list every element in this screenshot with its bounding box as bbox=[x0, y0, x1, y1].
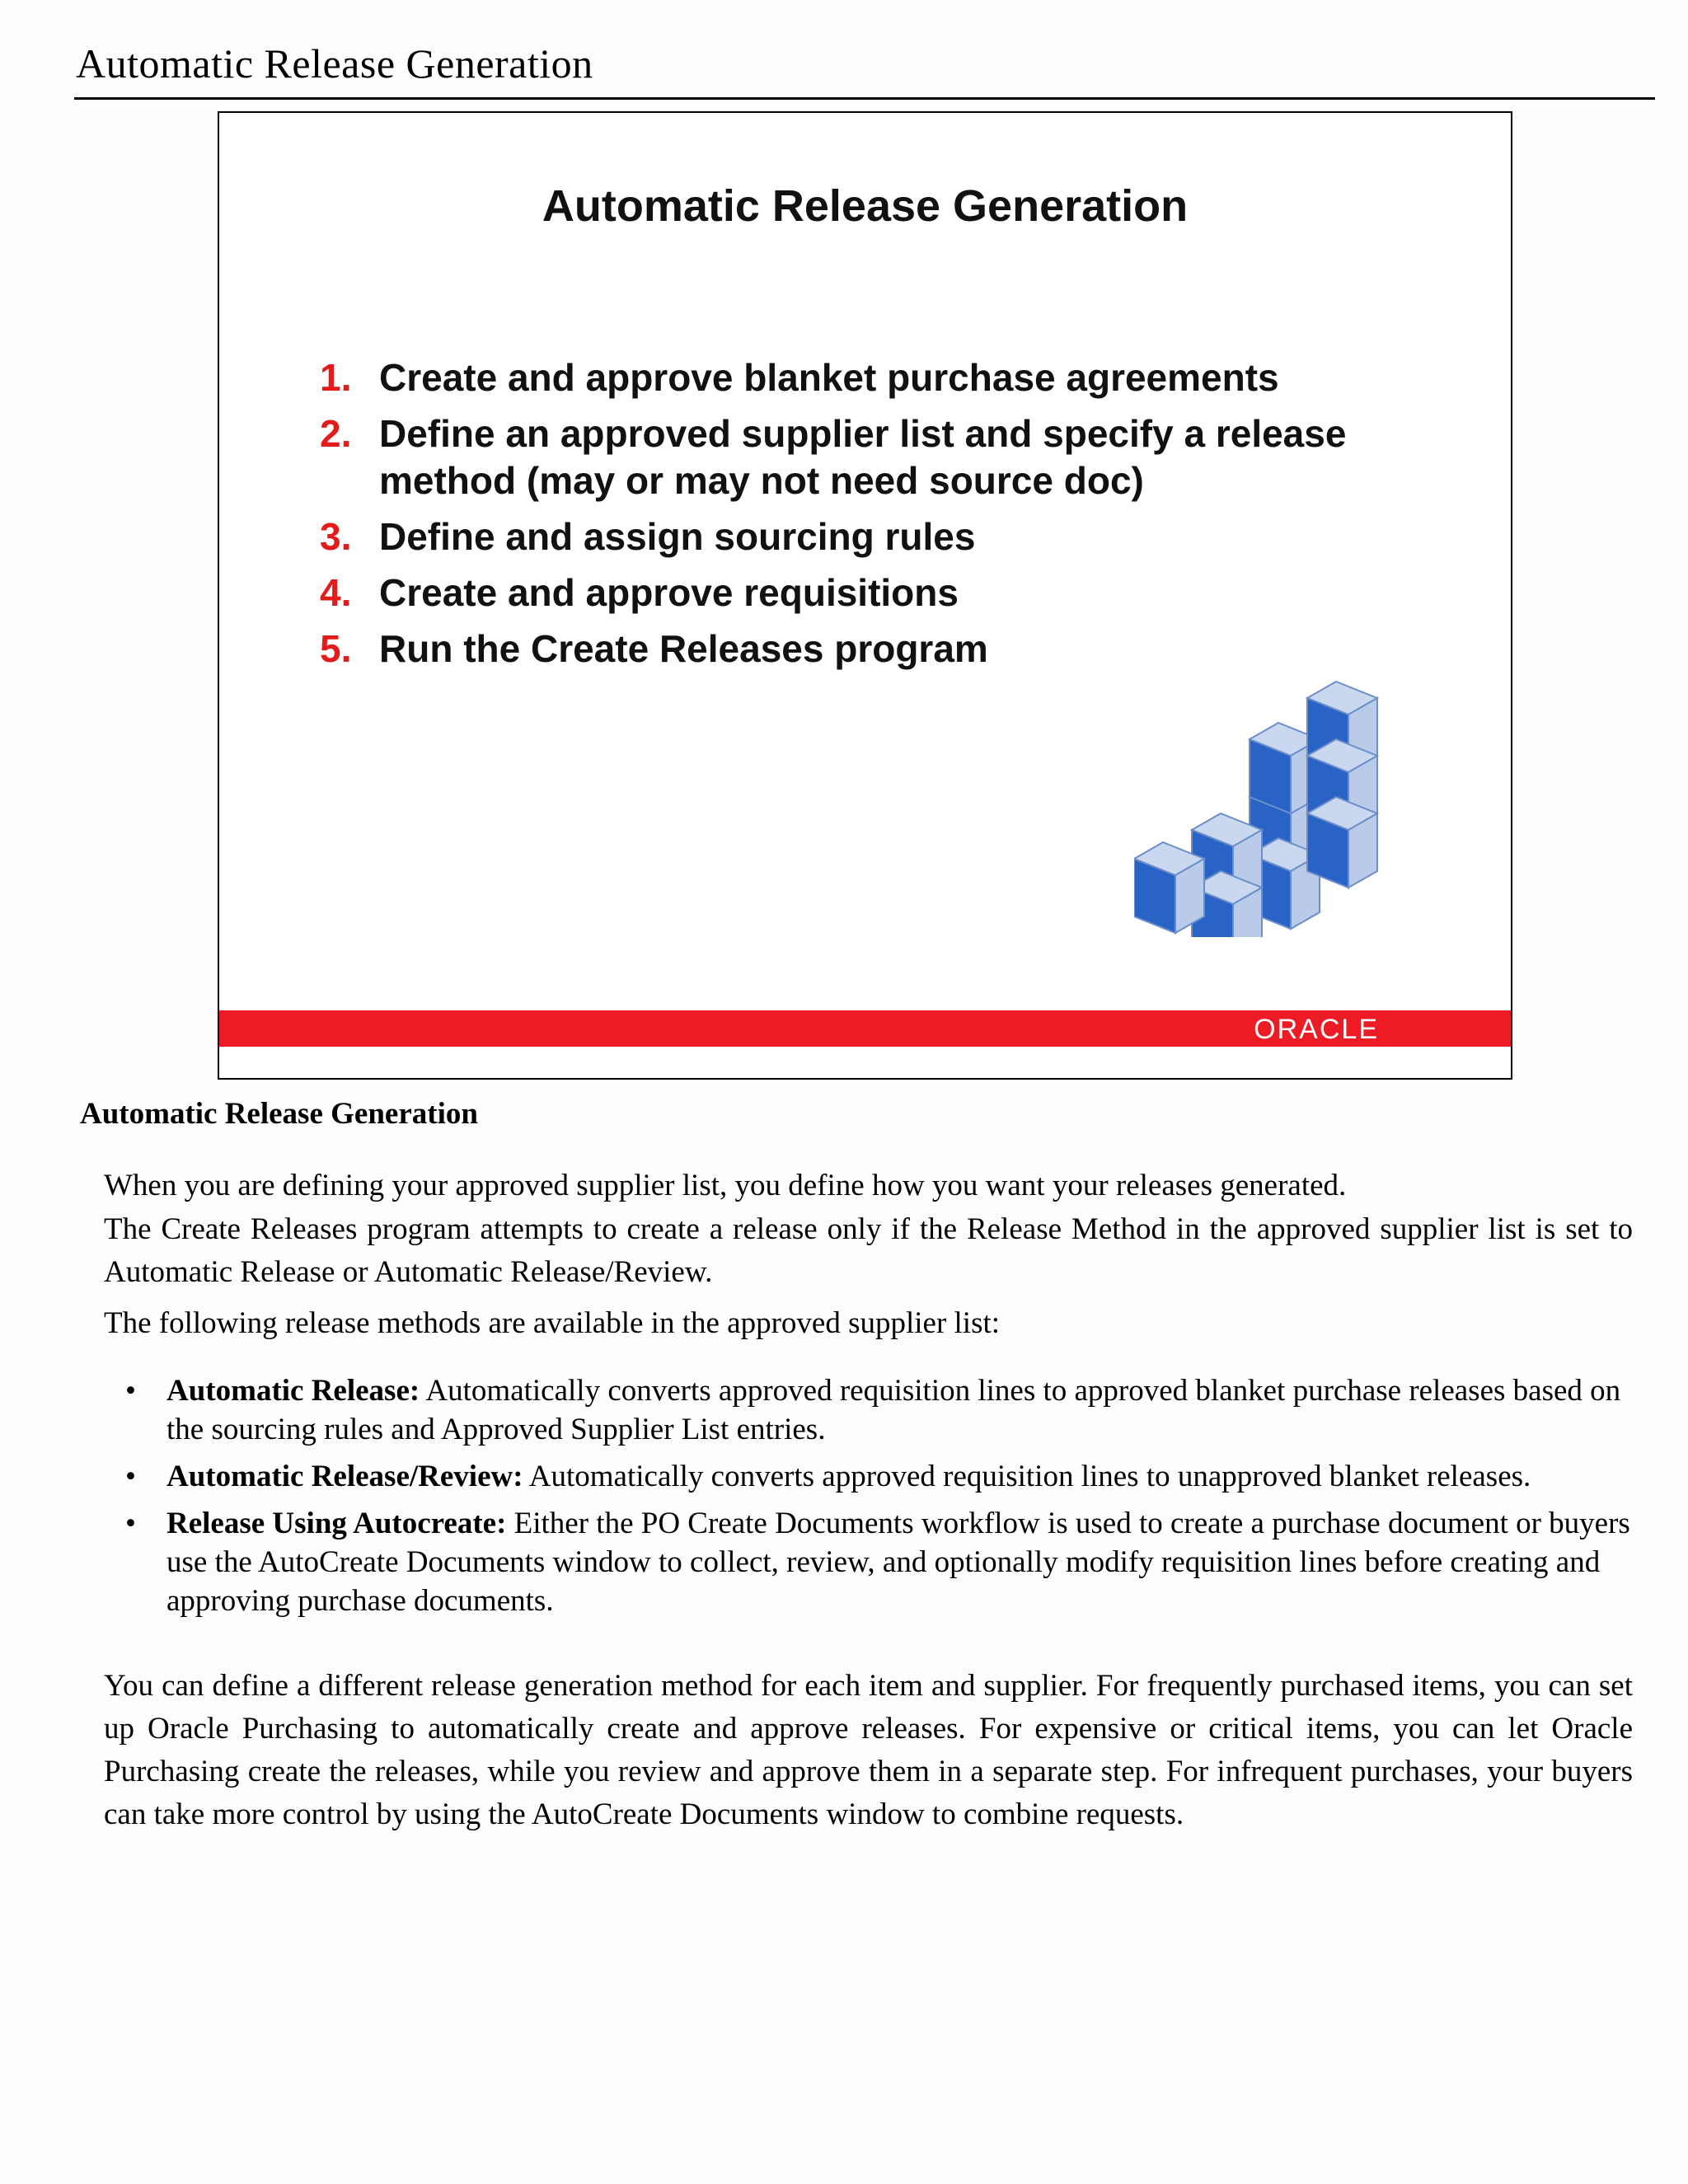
step-text: Run the Create Releases program bbox=[379, 627, 988, 670]
step-text: Create and approve blanket purchase agreements bbox=[379, 356, 1279, 399]
slide-step-list bbox=[320, 354, 1368, 682]
notes-paragraph: The following release methods are available in the approved supplier list: bbox=[104, 1306, 1001, 1340]
method-desc: Either the PO Create Documents workflow is used to create a purchase document or buyers use the AutoCreate Documents window to collect, review, and optionally modify requisition lines before creating and approving purchase documents. bbox=[166, 1507, 1630, 1618]
bullet-icon: • bbox=[125, 1460, 136, 1493]
step-text: Define and assign sourcing rules bbox=[379, 515, 976, 558]
method-desc: Automatically converts approved requisition lines to unapproved blanket releases. bbox=[523, 1460, 1531, 1493]
method-name: Automatic Release: bbox=[166, 1374, 420, 1408]
slide-footer-bar bbox=[219, 1010, 1511, 1047]
slide-frame bbox=[218, 111, 1512, 1080]
header-rule bbox=[74, 97, 1655, 100]
bullet-icon: • bbox=[125, 1507, 136, 1540]
stacked-cubes-icon bbox=[1134, 665, 1381, 937]
step-text: Create and approve requisitions bbox=[379, 571, 959, 614]
method-desc: Automatically converts approved requisition lines to approved blanket purchase releases based on the sourcing rules and Approved Supplier List entries. bbox=[166, 1374, 1621, 1446]
notes-paragraph: The Create Releases program attempts to create a release only if the Release Method in the approved supplier list is set to Automatic Release or Automatic Release/Review. bbox=[104, 1212, 1633, 1289]
list-item bbox=[104, 1504, 1633, 1620]
oracle-logo: ORACLE bbox=[1254, 1014, 1379, 1045]
notes-paragraph: When you are defining your approved supplier list, you define how you want your releases generated. bbox=[104, 1169, 1347, 1202]
step-number: 5. bbox=[320, 627, 352, 670]
release-methods-list bbox=[104, 1371, 1633, 1629]
list-item bbox=[104, 1457, 1633, 1496]
step-number: 3. bbox=[320, 515, 352, 558]
slide-step bbox=[320, 354, 1368, 401]
method-name: Release Using Autocreate: bbox=[166, 1507, 507, 1540]
notes-paragraph: You can define a different release generation method for each item and supplier. For frequently purchased items, you can set up Oracle Purchasing to automatically create and approve releases. For expensive or critical items, you can let Oracle Purchasing create the releases, while you review and approve them in a separate step. For infrequent purchases, your buyers can take more control by using the AutoCreate Documents window to combine requests. bbox=[104, 1669, 1633, 1831]
step-number: 1. bbox=[320, 356, 352, 399]
slide-title: Automatic Release Generation bbox=[542, 181, 1189, 231]
step-number: 2. bbox=[320, 412, 352, 455]
slide-step bbox=[320, 410, 1368, 504]
page-header-title: Automatic Release Generation bbox=[76, 40, 593, 87]
step-number: 4. bbox=[320, 571, 352, 614]
step-text: Define an approved supplier list and specify a release method (may or may not need source doc) bbox=[379, 412, 1347, 502]
notes-heading: Automatic Release Generation bbox=[80, 1097, 478, 1131]
method-name: Automatic Release/Review: bbox=[166, 1460, 523, 1493]
slide-step bbox=[320, 513, 1368, 560]
bullet-icon: • bbox=[125, 1374, 136, 1408]
slide-step bbox=[320, 569, 1368, 616]
list-item bbox=[104, 1371, 1633, 1449]
